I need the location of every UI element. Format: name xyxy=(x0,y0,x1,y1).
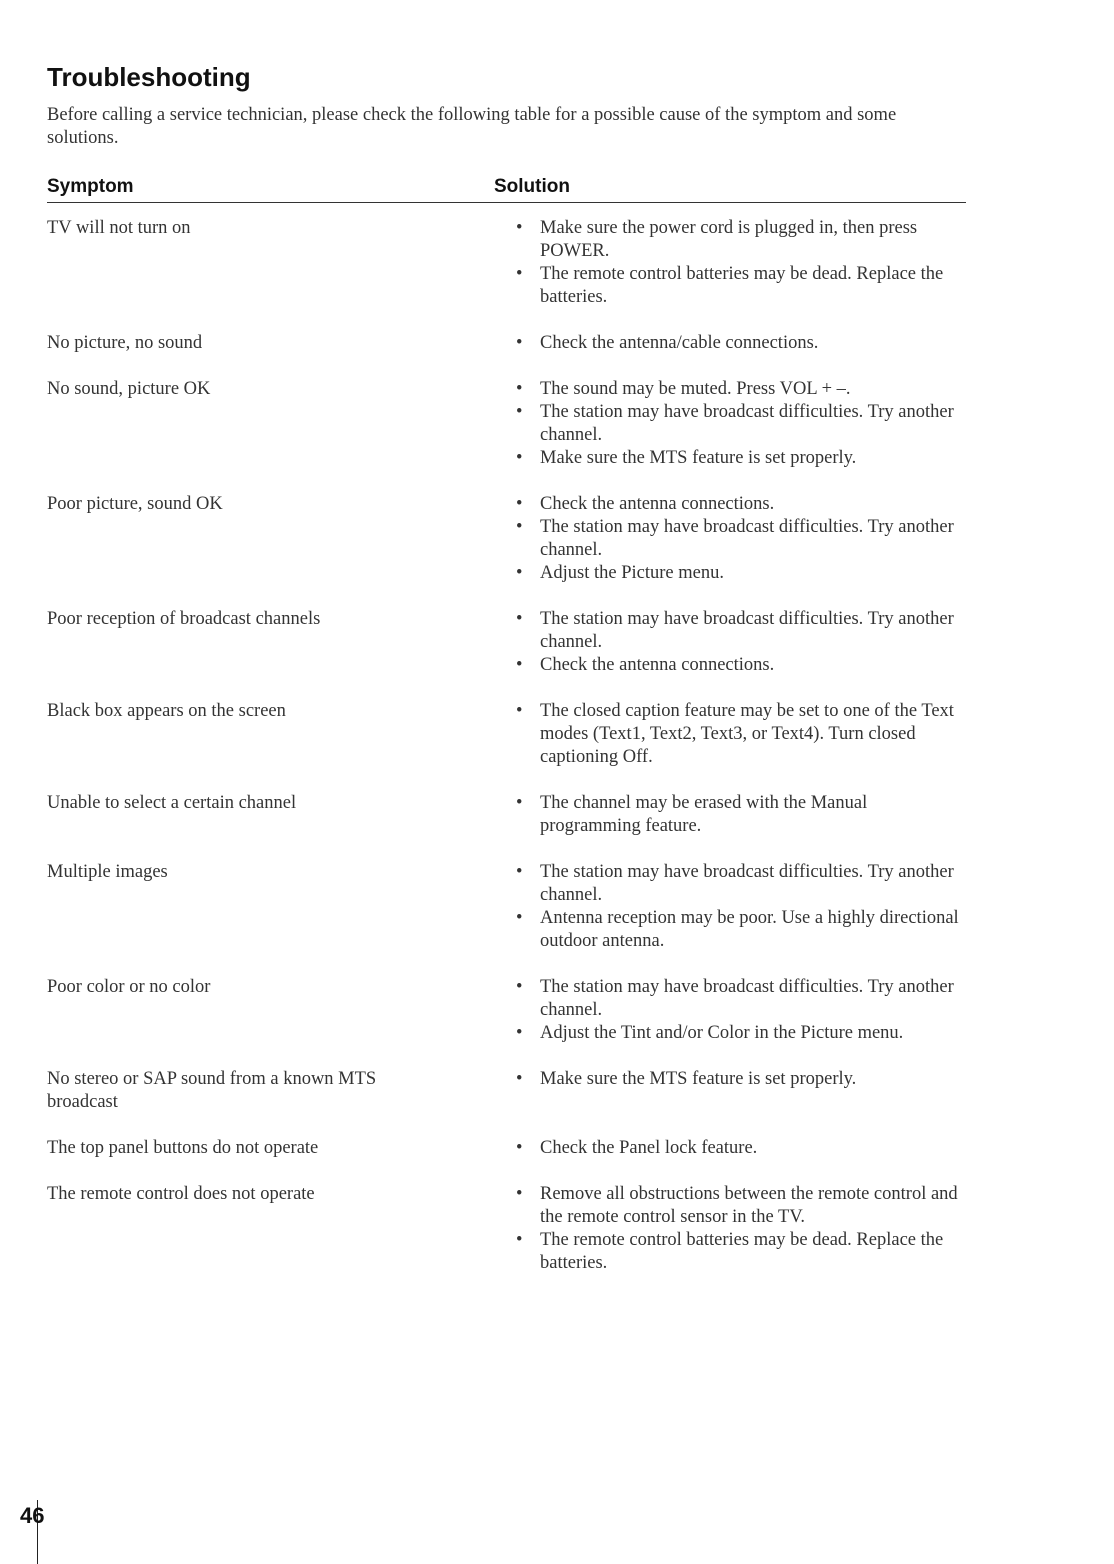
table-row xyxy=(47,861,966,953)
table-row xyxy=(47,378,966,470)
solution-item: • Check the Panel lock feature. xyxy=(494,1137,966,1160)
table-row xyxy=(47,493,966,585)
solution-list xyxy=(494,608,966,677)
solution-list xyxy=(494,1068,966,1114)
table-row xyxy=(47,332,966,355)
solution-list xyxy=(494,217,966,309)
solution-item: • Antenna reception may be poor. Use a highly directional outdoor antenna. xyxy=(494,907,966,953)
solution-item: • The channel may be erased with the Manual programming feature. xyxy=(494,792,966,838)
solution-list xyxy=(494,976,966,1045)
solution-item: • Check the antenna connections. xyxy=(494,493,966,516)
solution-item: • Make sure the MTS feature is set properly. xyxy=(494,447,966,470)
table-row xyxy=(47,608,966,677)
symptom-cell: The remote control does not operate xyxy=(47,1184,315,1204)
solution-item: • The station may have broadcast difficulties. Try another channel. xyxy=(494,516,966,562)
solution-item: • Adjust the Picture menu. xyxy=(494,562,966,585)
solution-item: • Remove all obstructions between the remote control and the remote control sensor in the TV. xyxy=(494,1183,966,1229)
solution-item: • Check the antenna connections. xyxy=(494,654,966,677)
solution-item: • The remote control batteries may be dead. Replace the batteries. xyxy=(494,1229,966,1275)
solution-list xyxy=(494,792,966,838)
intro-paragraph: Before calling a service technician, please check the following table for a possible cause of the symptom and some solutions. xyxy=(47,105,897,148)
symptom-cell: Poor reception of broadcast channels xyxy=(47,609,321,629)
solution-item: • Check the antenna/cable connections. xyxy=(494,332,966,355)
solution-item: • The station may have broadcast difficulties. Try another channel. xyxy=(494,401,966,447)
symptom-cell: Poor picture, sound OK xyxy=(47,494,223,514)
table-row xyxy=(47,700,966,769)
symptom-cell: Multiple images xyxy=(47,862,168,882)
table-row xyxy=(47,792,966,838)
symptom-cell: No picture, no sound xyxy=(47,333,203,353)
page-title: Troubleshooting xyxy=(47,62,251,92)
symptom-cell: The top panel buttons do not operate xyxy=(47,1138,319,1158)
solution-list xyxy=(494,378,966,470)
solution-list xyxy=(494,1137,966,1160)
symptom-cell: Black box appears on the screen xyxy=(47,701,286,721)
table-row xyxy=(47,1137,966,1160)
solution-item: • The sound may be muted. Press VOL + –. xyxy=(494,378,966,401)
solution-item: • The station may have broadcast difficulties. Try another channel. xyxy=(494,976,966,1022)
table-row xyxy=(47,976,966,1045)
page-number: 46 xyxy=(20,1503,45,1528)
solution-list xyxy=(494,700,966,769)
symptom-cell: No sound, picture OK xyxy=(47,379,211,399)
solution-item: • The closed caption feature may be set to one of the Text modes (Text1, Text2, Text3, or Text4). Turn closed captioning Off. xyxy=(494,700,966,769)
solution-item: • Make sure the power cord is plugged in, then press POWER. xyxy=(494,217,966,263)
solution-item: • The station may have broadcast difficulties. Try another channel. xyxy=(494,861,966,907)
solution-list xyxy=(494,1183,966,1275)
solution-list xyxy=(494,493,966,585)
symptom-cell: No stereo or SAP sound from a known MTS broadcast xyxy=(47,1069,377,1112)
solution-list xyxy=(494,332,966,355)
solution-item: • The station may have broadcast difficulties. Try another channel. xyxy=(494,608,966,654)
solution-column-header: Solution xyxy=(494,176,570,197)
symptom-cell: Unable to select a certain channel xyxy=(47,793,297,813)
solution-item: • The remote control batteries may be dead. Replace the batteries. xyxy=(494,263,966,309)
troubleshooting-table xyxy=(47,217,966,1275)
symptom-cell: Poor color or no color xyxy=(47,977,211,997)
solution-list xyxy=(494,861,966,953)
header-divider xyxy=(47,202,966,203)
solution-item: • Make sure the MTS feature is set properly. xyxy=(494,1068,966,1091)
table-row xyxy=(47,217,966,309)
solution-item: • Adjust the Tint and/or Color in the Picture menu. xyxy=(494,1022,966,1045)
symptom-column-header: Symptom xyxy=(47,176,134,197)
table-row xyxy=(47,1183,966,1275)
symptom-cell: TV will not turn on xyxy=(47,218,191,238)
table-row xyxy=(47,1068,966,1114)
